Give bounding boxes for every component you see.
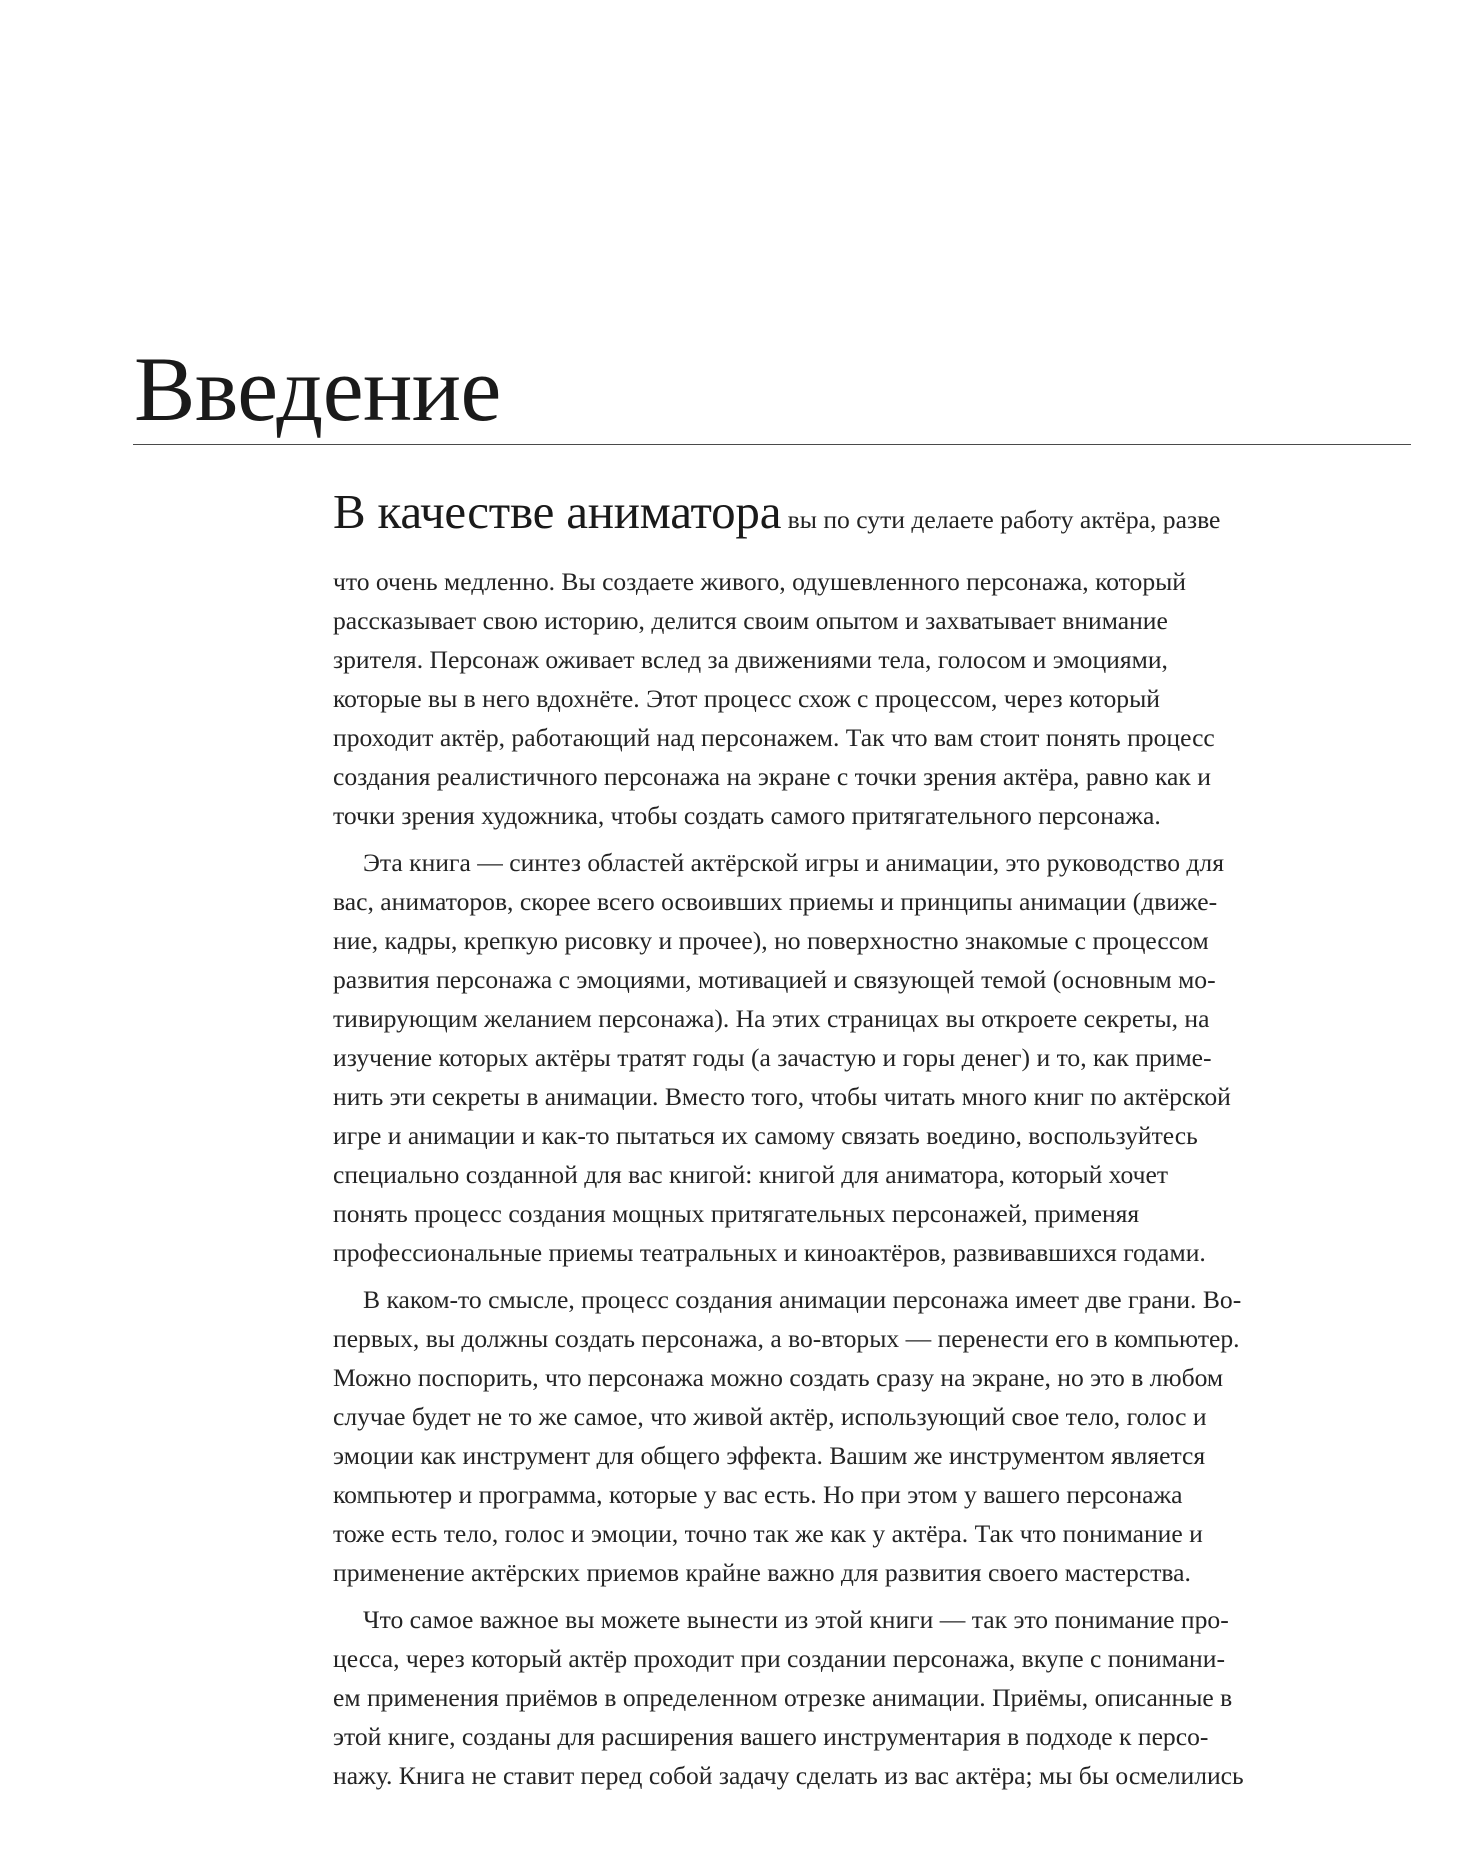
text-line: Эта книга — синтез областей актёрской игры и анимации, это руководство для [363,848,1224,877]
text-line: специально созданной для вас книгой: книгой для аниматора, который хочет [333,1160,1169,1189]
text-line: ние, кадры, крепкую рисовку и прочее), но поверхностно знакомые с процессом [333,926,1209,955]
text-line: случае будет не то же самое, что живой актёр, использующий свое тело, голос и [333,1402,1207,1431]
text-line: точки зрения художника, чтобы создать самого притягательного персонажа. [333,801,1161,830]
text-line: применение актёрских приемов крайне важно для развития своего мастерства. [333,1558,1191,1587]
text-line: тивирующим желанием персонажа). На этих страницах вы откроете секреты, на [333,1004,1210,1033]
chapter-title: Введение [134,338,501,440]
text-line: изучение которых актёры тратят годы (а зачастую и горы денег) и то, как приме- [333,1043,1212,1072]
text-line: что очень медленно. Вы создаете живого, одушевленного персонажа, который [333,567,1187,596]
text-line: Можно поспорить, что персонажа можно создать сразу на экране, но это в любом [333,1363,1224,1392]
text-line: понять процесс создания мощных притягательных персонажей, применяя [333,1199,1140,1228]
text-line: вас, аниматоров, скорее всего освоивших приемы и принципы анимации (движе- [333,887,1218,916]
text-line: создания реалистичного персонажа на экране с точки зрения актёра, равно как и [333,762,1211,791]
paragraph-4 [333,1600,1323,1795]
title-divider [133,444,1411,445]
text-line: этой книге, созданы для расширения вашего инструментария в подходе к персо- [333,1722,1209,1751]
text-line: которые вы в него вдохнёте. Этот процесс схож с процессом, через который [333,684,1160,713]
text-line: зрителя. Персонаж оживает вслед за движениями тела, голосом и эмоциями, [333,645,1168,674]
text-line: нажу. Книга не ставит перед собой задачу сделать из вас актёра; мы бы осмелились [333,1761,1244,1790]
text-line: компьютер и программа, которые у вас есть. Но при этом у вашего персонажа [333,1480,1183,1509]
text-line: Что самое важное вы можете вынести из этой книги — так это понимание про- [363,1605,1229,1634]
text-line: первых, вы должны создать персонажа, а во-вторых — перенести его в компьютер. [333,1324,1240,1353]
paragraph-3 [333,1280,1323,1592]
paragraph-2 [333,843,1323,1272]
text-line: ем применения приёмов в определенном отрезке анимации. Приёмы, описанные в [333,1683,1233,1712]
text-line: проходит актёр, работающий над персонажем. Так что вам стоит понять процесс [333,723,1215,752]
text-line: цесса, через который актёр проходит при создании персонажа, вкупе с понимани- [333,1644,1225,1673]
text-line: развития персонажа с эмоциями, мотивацией и связующей темой (основным мо- [333,965,1216,994]
body-text [333,482,1323,1803]
lead-in: В качестве аниматора [333,484,782,539]
lead-in-continuation: вы по сути делаете работу актёра, разве [781,505,1221,534]
opening-line [333,482,1323,550]
paragraph-1 [333,562,1323,835]
text-line: эмоции как инструмент для общего эффекта. Вашим же инструментом является [333,1441,1206,1470]
text-line: В каком-то смысле, процесс создания анимации персонажа имеет две грани. Во- [363,1285,1242,1314]
text-line: профессиональные приемы театральных и киноактёров, развивавшихся годами. [333,1238,1206,1267]
text-line: нить эти секреты в анимации. Вместо того, чтобы читать много книг по актёрской [333,1082,1231,1111]
text-line: рассказывает свою историю, делится своим опытом и захватывает внимание [333,606,1168,635]
text-line: игре и анимации и как-то пытаться их самому связать воедино, воспользуйтесь [333,1121,1198,1150]
text-line: тоже есть тело, голос и эмоции, точно так же как у актёра. Так что понимание и [333,1519,1203,1548]
